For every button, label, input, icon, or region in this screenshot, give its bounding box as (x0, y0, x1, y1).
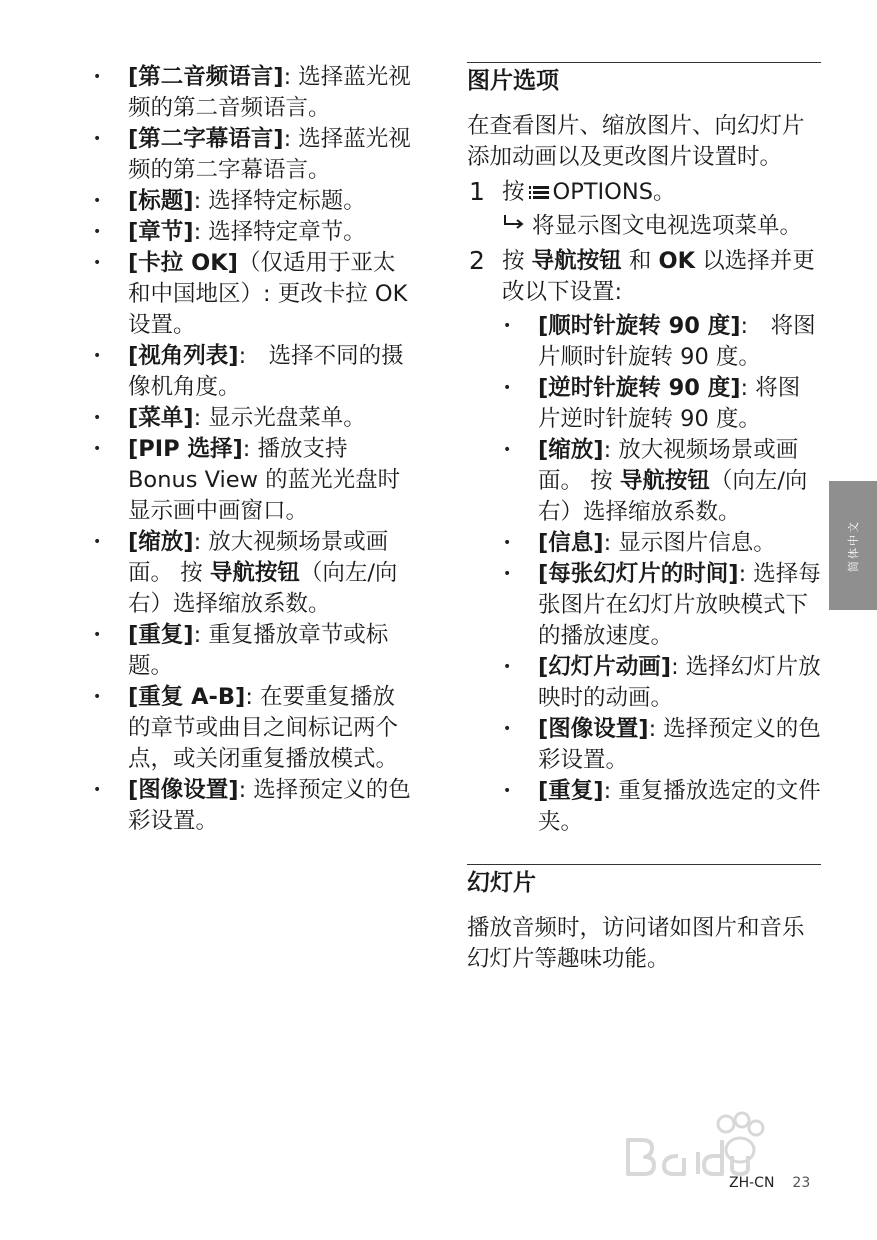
list-item (92, 775, 414, 837)
option-term: [第二音频语言] (128, 64, 284, 90)
option-desc: : 将图片顺时针旋转 90 度。 (538, 313, 816, 370)
step-text: 按 (502, 248, 532, 274)
option-desc: : 播放支持 Bonus View 的蓝光光盘时显示画中画窗口。 (128, 436, 401, 524)
list-item (502, 652, 821, 714)
option-desc-cont: （向左/向右）选择缩放系数。 (128, 560, 398, 617)
left-column (92, 62, 414, 837)
language-tab-label: 简体中文 (847, 519, 860, 572)
list-item (92, 527, 414, 620)
list-item (502, 435, 821, 528)
list-item (92, 682, 414, 775)
option-desc: : 选择蓝光视频的第二字幕语言。 (128, 126, 411, 183)
option-desc: : 选择预定义的色彩设置。 (538, 716, 821, 773)
page-number: 23 (792, 1175, 811, 1191)
step-1-result (502, 211, 821, 242)
list-item (502, 714, 821, 776)
step-text-end: 。 (653, 179, 676, 205)
option-term: [重复] (538, 778, 604, 804)
option-term: [视角列表] (128, 343, 239, 369)
option-desc: : 将图片逆时针旋转 90 度。 (538, 375, 801, 432)
list-item (92, 341, 414, 403)
list-item (502, 373, 821, 435)
option-desc: : 显示图片信息。 (603, 530, 776, 556)
slideshow-text: 播放音频时，访问诸如图片和音乐幻灯片等趣味功能。 (467, 915, 805, 972)
option-desc: : 显示光盘菜单。 (193, 405, 366, 431)
step-text: 和 (621, 248, 659, 274)
option-term: [图像设置] (538, 716, 649, 742)
slideshow-title: 幻灯片 (467, 864, 821, 903)
nav-buttons-label: 导航按钮 (619, 468, 710, 494)
option-desc: : 重复播放选定的文件夹。 (538, 778, 821, 835)
option-desc: : 在要重复播放的章节或曲目之间标记两个点，或关闭重复播放模式。 (128, 684, 399, 772)
option-desc: : 选择特定章节。 (193, 219, 366, 245)
step-number: 1 (469, 177, 485, 206)
option-term: [卡拉 OK] (128, 250, 238, 276)
option-desc: : 放大视频场景或画面。 按 (538, 437, 799, 494)
step-text-end: 以选择并更改以下设置: (502, 248, 815, 305)
option-desc: : 选择特定标题。 (193, 188, 366, 214)
option-desc-cont: （向左/向右）选择缩放系数。 (538, 468, 808, 525)
option-term: [缩放] (128, 529, 194, 555)
option-desc: : 选择蓝光视频的第二音频语言。 (128, 64, 411, 121)
option-desc: （仅适用于亚太和中国地区）: 更改卡拉 OK 设置。 (128, 250, 408, 338)
option-desc: : 选择不同的摄像机角度。 (128, 343, 404, 400)
option-term: [顺时针旋转 90 度] (538, 313, 741, 339)
option-term: [标题] (128, 188, 194, 214)
option-term: [逆时针旋转 90 度] (538, 375, 741, 401)
option-desc: : 选择每张图片在幻灯片放映模式下的播放速度。 (538, 561, 821, 649)
list-item (92, 62, 414, 124)
option-desc: : 重复播放章节或标题。 (128, 622, 389, 679)
option-term: [PIP 选择] (128, 436, 243, 462)
nav-buttons-label: 导航按钮 (531, 248, 622, 274)
step-1 (467, 177, 821, 242)
list-item (502, 559, 821, 652)
list-item (92, 403, 414, 434)
step-2 (467, 246, 821, 838)
list-item (502, 528, 821, 559)
playback-options-list (92, 62, 414, 837)
list-item (92, 217, 414, 248)
list-item (92, 434, 414, 527)
language-code: ZH-CN (729, 1175, 775, 1191)
option-desc: : 放大视频场景或画面。 按 (128, 529, 389, 586)
right-column (467, 62, 821, 975)
picture-options-intro: 在查看图片、缩放图片、向幻灯片添加动画以及更改图片设置时。 (467, 113, 805, 170)
ok-label: OK (658, 248, 696, 274)
list-item (92, 248, 414, 341)
option-desc: : 选择预定义的色彩设置。 (128, 777, 411, 834)
step-text: 按 (502, 179, 525, 205)
option-term: [缩放] (538, 437, 604, 463)
options-menu-icon (529, 184, 549, 200)
option-term: [第二字幕语言] (128, 126, 284, 152)
result-text: 将显示图文电视选项菜单。 (532, 213, 803, 239)
option-term: [幻灯片动画] (538, 654, 672, 680)
language-side-tab (829, 481, 877, 610)
option-term: [菜单] (128, 405, 194, 431)
list-item (502, 311, 821, 373)
page-footer (729, 1175, 810, 1191)
list-item (502, 776, 821, 838)
option-desc: : 选择幻灯片放映时的动画。 (538, 654, 821, 711)
option-term: [每张幻灯片的时间] (538, 561, 739, 587)
picture-options-title: 图片选项 (467, 62, 821, 101)
option-term: [重复] (128, 622, 194, 648)
option-term: [重复 A-B] (128, 684, 246, 710)
option-term: [信息] (538, 530, 604, 556)
result-arrow-icon (502, 211, 526, 242)
options-label: OPTIONS (552, 179, 653, 205)
step-number: 2 (469, 246, 485, 275)
list-item (92, 124, 414, 186)
list-item (92, 186, 414, 217)
list-item (92, 620, 414, 682)
nav-buttons-label: 导航按钮 (209, 560, 300, 586)
option-term: [图像设置] (128, 777, 239, 803)
picture-settings-list (502, 311, 821, 838)
option-term: [章节] (128, 219, 194, 245)
